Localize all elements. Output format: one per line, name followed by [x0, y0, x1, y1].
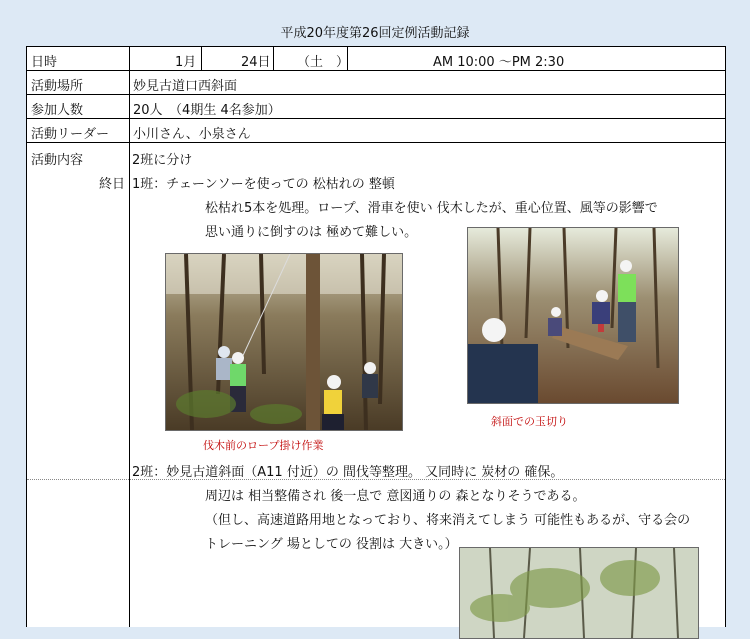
leaders-label: 活動リーダー [31, 127, 110, 142]
activity-record-table [26, 46, 726, 627]
content-sub-label: 終日 [99, 177, 126, 192]
leaders-value: 小川さん、小泉さん [133, 127, 251, 142]
date-label: 日時 [31, 55, 58, 70]
team1-line1: 松枯れ5本を処理。ロープ、滑車を使い 伐木したが、重心位置、風等の影響で [205, 201, 658, 216]
photo-forest [459, 547, 699, 639]
photo-cross-cutting [467, 227, 679, 404]
photo-forest-image [460, 548, 698, 638]
team1-heading: 1班：チェーンソーを使っての 松枯れの 整頓 [132, 177, 395, 192]
content-divider [27, 479, 725, 480]
content-label: 活動内容 [31, 153, 84, 168]
team2-line1: 周辺は 相当整備され 後一息で 意図通りの 森となりそうである。 [205, 489, 586, 504]
content-intro: 2班に分け [132, 153, 193, 168]
leaders-row [27, 119, 725, 143]
team2-line3: トレーニング 場としての 役割は 大きい。） [205, 537, 458, 552]
team1-line2: 思い通りに倒すのは 極めて難しい。 [205, 225, 418, 240]
photo-rope-work [165, 253, 403, 431]
date-month: 1月 [175, 55, 197, 70]
place-value: 妙見古道口西斜面 [133, 79, 238, 94]
team2-heading: 2班：妙見古道斜面（A11 付近）の 間伐等整理。 又同時に 炭材の 確保。 [132, 465, 564, 480]
participants-row [27, 95, 725, 119]
place-row [27, 71, 725, 95]
date-col-divider-2 [273, 47, 274, 70]
caption-cross-cutting: 斜面での玉切り [491, 415, 568, 428]
photo-rope-work-image [166, 254, 402, 430]
photo-cross-cutting-image [468, 228, 678, 403]
page-title: 平成20年度第26回定例活動記録 [280, 26, 470, 41]
caption-rope-work: 伐木前のロープ掛け作業 [203, 439, 324, 452]
date-time: AM 10:00 ～PM 2:30 [433, 55, 565, 70]
participants-value: 20人 （4期生 4名参加） [133, 103, 281, 118]
participants-label: 参加人数 [31, 103, 84, 118]
date-weekday: （土 ） [297, 55, 350, 70]
date-row [27, 47, 725, 71]
date-day: 24日 [241, 55, 271, 70]
date-col-divider-1 [201, 47, 202, 70]
place-label: 活動場所 [31, 79, 84, 94]
team2-line2: （但し、高速道路用地となっており、将来消えてしまう 可能性もあるが、守る会の [205, 513, 691, 528]
